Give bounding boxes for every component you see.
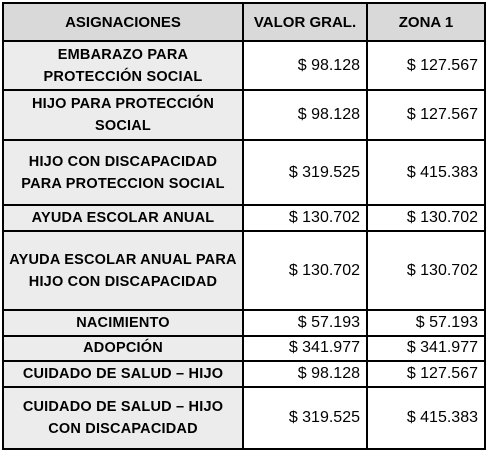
row-zona-1: $ 415.383 xyxy=(367,140,485,204)
header-asignaciones: ASIGNACIONES xyxy=(3,3,243,41)
row-label: CUIDADO DE SALUD – HIJO xyxy=(3,361,243,387)
table-body xyxy=(3,41,485,449)
row-valor-gral: $ 130.702 xyxy=(243,231,367,310)
row-valor-gral: $ 98.128 xyxy=(243,90,367,140)
row-label: ADOPCIÓN xyxy=(3,336,243,360)
row-zona-1: $ 127.567 xyxy=(367,361,485,387)
row-valor-gral: $ 98.128 xyxy=(243,41,367,90)
row-zona-1: $ 341.977 xyxy=(367,336,485,360)
row-valor-gral: $ 98.128 xyxy=(243,361,367,387)
table-row xyxy=(3,231,485,310)
row-zona-1: $ 415.383 xyxy=(367,387,485,449)
table-row xyxy=(3,361,485,387)
row-zona-1: $ 127.567 xyxy=(367,41,485,90)
table-row xyxy=(3,205,485,231)
row-zona-1: $ 57.193 xyxy=(367,310,485,336)
table-row xyxy=(3,140,485,204)
row-label: AYUDA ESCOLAR ANUAL PARA HIJO CON DISCAPACIDAD xyxy=(3,231,243,310)
row-valor-gral: $ 319.525 xyxy=(243,140,367,204)
table-header xyxy=(3,3,485,41)
row-label: HIJO CON DISCAPACIDAD PARA PROTECCION SOCIAL xyxy=(3,140,243,204)
asignaciones-table xyxy=(2,2,486,450)
row-valor-gral: $ 57.193 xyxy=(243,310,367,336)
header-row xyxy=(3,3,485,41)
row-valor-gral: $ 341.977 xyxy=(243,336,367,360)
table-row xyxy=(3,387,485,449)
row-label: HIJO PARA PROTECCIÓN SOCIAL xyxy=(3,90,243,140)
table-row xyxy=(3,41,485,90)
header-zona-1: ZONA 1 xyxy=(367,3,485,41)
row-zona-1: $ 130.702 xyxy=(367,231,485,310)
row-zona-1: $ 127.567 xyxy=(367,90,485,140)
row-label: EMBARAZO PARA PROTECCIÓN SOCIAL xyxy=(3,41,243,90)
header-valor-gral: VALOR GRAL. xyxy=(243,3,367,41)
row-label: CUIDADO DE SALUD – HIJO CON DISCAPACIDAD xyxy=(3,387,243,449)
table-row xyxy=(3,310,485,336)
table-row xyxy=(3,336,485,360)
row-valor-gral: $ 319.525 xyxy=(243,387,367,449)
row-label: AYUDA ESCOLAR ANUAL xyxy=(3,205,243,231)
row-label: NACIMIENTO xyxy=(3,310,243,336)
row-zona-1: $ 130.702 xyxy=(367,205,485,231)
row-valor-gral: $ 130.702 xyxy=(243,205,367,231)
table-row xyxy=(3,90,485,140)
